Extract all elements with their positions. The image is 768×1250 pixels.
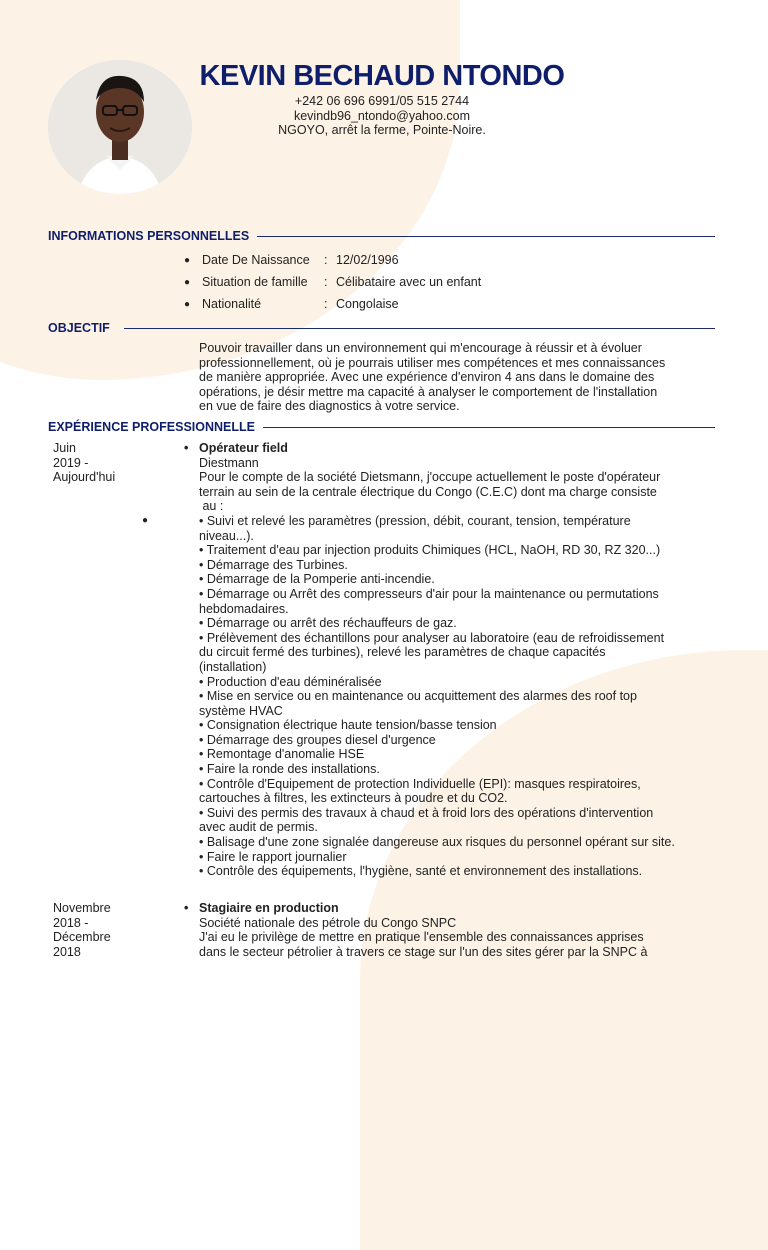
info-separator: : xyxy=(324,253,328,267)
job-date xyxy=(53,901,153,959)
section-divider xyxy=(124,328,715,329)
section-objective-title xyxy=(48,321,715,335)
job-date xyxy=(53,441,153,485)
job-line: • Balisage d'une zone signalée dangereuse aux risques du personnel opérant sur site. xyxy=(199,835,675,850)
job-line: cartouches à filtres, les extincteurs à poudre et du CO2. xyxy=(199,791,508,806)
profile-photo xyxy=(48,60,192,194)
job-line: • Démarrage ou arrêt des réchauffeurs de gaz. xyxy=(199,616,457,631)
job-line: • Remontage d'anomalie HSE xyxy=(199,747,365,762)
section-label: INFORMATIONS PERSONNELLES xyxy=(48,229,250,243)
candidate-name: KEVIN BECHAUD NTONDO xyxy=(199,60,565,92)
info-value: Célibataire avec un enfant xyxy=(336,275,482,289)
job-line: • Consignation électrique haute tension/basse tension xyxy=(199,718,497,733)
section-personal-title xyxy=(48,229,715,243)
bullet-icon: ● xyxy=(184,298,191,310)
job-line: dans le secteur pétrolier à travers ce stage sur l'un des sites gérer par la SNPC à xyxy=(199,944,648,959)
job-title: • Stagiaire en production xyxy=(199,901,719,916)
job-line: avec audit de permis. xyxy=(199,820,318,835)
job-line: • Prélèvement des échantillons pour analyser au laboratoire (eau de refroidissement xyxy=(199,630,665,645)
job-line: • Contrôle des équipements, l'hygiène, santé et environnement des installations. xyxy=(199,864,643,879)
job-line: • Démarrage des groupes diesel d'urgence xyxy=(199,732,436,747)
job-line: • Suivi des permis des travaux à chaud et à froid lors des opérations d'intervention xyxy=(199,805,654,820)
job-line: • Faire le rapport journalier xyxy=(199,849,347,864)
objective-line: en vue de faire des diagnostics à votre service. xyxy=(199,399,460,414)
objective-text xyxy=(199,341,719,414)
job-line: • Traitement d'eau par injection produits Chimiques (HCL, NaOH, RD 30, RZ 320...) xyxy=(199,543,661,558)
job-line: • Démarrage des Turbines. xyxy=(199,557,348,572)
job-title: • Opérateur field xyxy=(199,441,719,456)
job-entry-operator xyxy=(199,441,719,879)
bullet-icon: ● xyxy=(184,276,191,288)
job-line: • Démarrage ou Arrêt des compresseurs d'air pour la maintenance ou permutations xyxy=(199,586,659,601)
resume-header xyxy=(198,58,566,138)
postal-address: NGOYO, arrêt la ferme, Pointe-Noire. xyxy=(278,123,486,137)
section-divider xyxy=(263,427,715,428)
person-portrait-icon xyxy=(48,60,192,194)
job-line: • Démarrage de la Pomperie anti-incendie. xyxy=(199,572,435,587)
info-row-nationality xyxy=(184,293,481,315)
objective-line: opérations, je désir mettre ma capacité à analyser le comportement de l'installation xyxy=(199,384,658,399)
info-separator: : xyxy=(324,275,328,289)
section-divider xyxy=(257,236,715,237)
date-line: Juin xyxy=(53,441,76,455)
job-line: J'ai eu le privilège de mettre en pratique l'ensemble des connaissances apprises xyxy=(199,930,644,945)
job-company: Diestmann xyxy=(199,455,259,470)
info-row-family xyxy=(184,271,481,293)
job-line: système HVAC xyxy=(199,703,283,718)
job-line: hebdomadaires. xyxy=(199,601,289,616)
job-line: au : xyxy=(199,499,224,514)
section-label: OBJECTIF xyxy=(48,321,110,335)
date-line: Décembre xyxy=(53,930,111,945)
objective-line: Pouvoir travailler dans un environnement qui m'encourage à réussir et à évoluer xyxy=(199,341,642,355)
bullet-icon: ● xyxy=(184,254,191,266)
personal-info-list xyxy=(184,249,481,315)
info-label: Nationalité xyxy=(202,297,262,311)
email-address: kevindb96_ntondo@yahoo.com xyxy=(293,108,470,123)
job-line: (installation) xyxy=(199,659,267,674)
job-entry-intern xyxy=(199,901,719,959)
job-company: Société nationale des pétrole du Congo SNPC xyxy=(199,915,457,930)
info-label: Situation de famille xyxy=(202,275,308,289)
date-line: Aujourd'hui xyxy=(53,470,116,485)
job-line: • Mise en service ou en maintenance ou acquittement des alarmes des roof top xyxy=(199,689,637,704)
job-line: niveau...). xyxy=(199,528,254,543)
job-line: • Faire la ronde des installations. xyxy=(199,762,380,777)
objective-line: professionnellement, où je pourrais utiliser mes compétences et mes connaissances xyxy=(199,355,666,370)
bullet-icon: ● xyxy=(142,515,149,526)
job-line: • Contrôle d'Equipement de protection Individuelle (EPI): masques respiratoires, xyxy=(199,776,641,791)
section-experience-title xyxy=(48,420,715,434)
info-separator: : xyxy=(324,297,328,311)
date-line: Novembre xyxy=(53,901,111,915)
info-value: 12/02/1996 xyxy=(336,253,399,267)
info-value: Congolaise xyxy=(336,297,399,311)
job-line: • Suivi et relevé les paramètres (pression, débit, courant, tension, température xyxy=(199,513,631,528)
phone-number: +242 06 696 6991/05 515 2744 xyxy=(294,94,470,108)
job-line: Pour le compte de la société Dietsmann, j'occupe actuellement le poste d'opérateur xyxy=(199,470,661,485)
info-row-birthdate xyxy=(184,249,481,271)
job-line: terrain au sein de la centrale électrique du Congo (C.E.C) dont ma charge consiste xyxy=(199,484,657,499)
section-label: EXPÉRIENCE PROFESSIONNELLE xyxy=(48,420,255,434)
date-line: 2018 - xyxy=(53,915,89,930)
info-label: Date De Naissance xyxy=(202,253,310,267)
job-line: du circuit fermé des turbines), relevé les paramètres de chaque capacités xyxy=(199,645,606,660)
job-line: • Production d'eau déminéralisée xyxy=(199,674,382,689)
objective-line: de manière appropriée. Avec une expérience d'environ 4 ans dans le domaine des xyxy=(199,370,655,385)
date-line: 2018 xyxy=(53,944,81,959)
date-line: 2019 - xyxy=(53,455,89,470)
